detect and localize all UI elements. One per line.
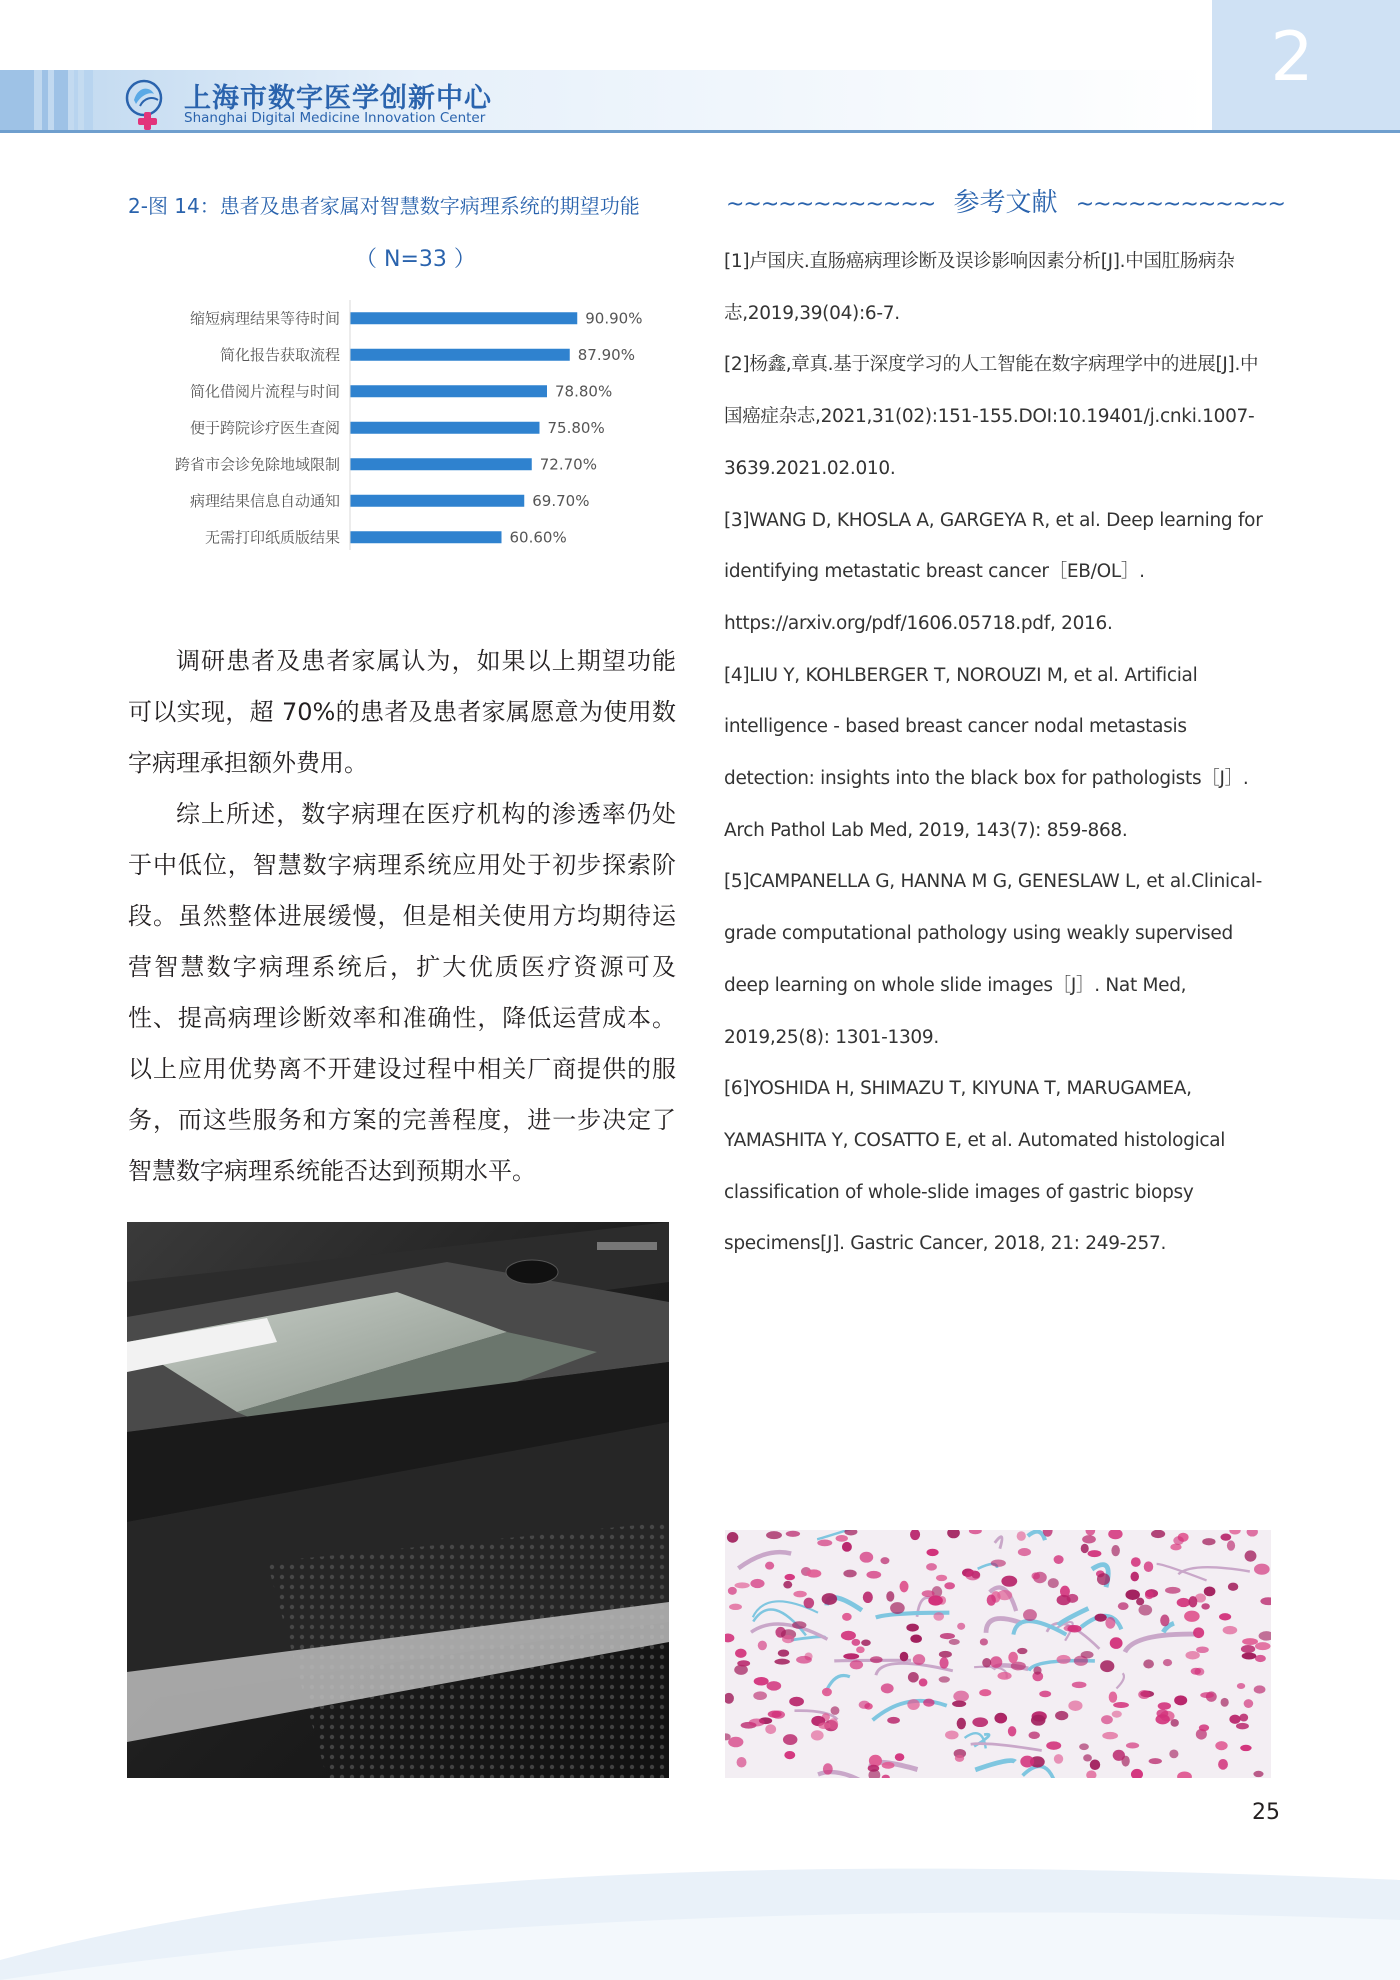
- category-label: 跨省市会诊免除地域限制: [174, 455, 340, 474]
- reference-item: [2]杨鑫,章真.基于深度学习的人工智能在数字病理学中的进展[J].中国癌症杂志,2021,31(02):151-155.DOI:10.19401/j.cnki.1007-3639.2021.02.010.: [724, 354, 1259, 479]
- figure-subtitle: （ N=33 ）: [355, 247, 476, 272]
- slide-scanner-photo: [127, 1222, 669, 1778]
- footer-wave: [0, 1840, 1400, 1980]
- histology-stain-photo: [725, 1530, 1271, 1778]
- header-rule: [0, 130, 1400, 133]
- page-number: 25: [1252, 1800, 1280, 1825]
- category-label: 简化报告获取流程: [219, 345, 340, 364]
- figure-title: 2-图 14：患者及患者家属对智慧数字病理系统的期望功能: [128, 194, 640, 218]
- header-stripe: [84, 70, 93, 130]
- body-text: [128, 636, 676, 1197]
- value-label: 87.90%: [577, 345, 635, 364]
- bar: [350, 385, 547, 397]
- sdmic-logo-icon: [122, 76, 170, 132]
- category-label: 缩短病理结果等待时间: [189, 309, 340, 328]
- bar: [350, 495, 524, 507]
- body-paragraph: 调研患者及患者家属认为，如果以上期望功能可以实现，超 70%的患者及患者家属愿意为使用数字病理承担额外费用。: [128, 647, 676, 777]
- expectation-bar-chart: [160, 290, 680, 550]
- header-stripe: [0, 70, 34, 130]
- category-label: 病理结果信息自动通知: [189, 491, 340, 510]
- value-label: 60.60%: [509, 528, 567, 547]
- reference-list: [724, 236, 1272, 1270]
- bar: [350, 458, 532, 470]
- category-label: 无需打印纸质版结果: [204, 528, 340, 547]
- org-name-cn: 上海市数字医学创新中心: [184, 83, 492, 114]
- references-title: 参考文献: [953, 188, 1058, 218]
- page-header: [0, 0, 1400, 135]
- header-band: [0, 70, 1210, 132]
- value-label: 90.90%: [585, 309, 643, 328]
- value-label: 72.70%: [539, 455, 597, 474]
- bar: [350, 349, 570, 361]
- header-stripe: [42, 70, 48, 130]
- body-paragraph: 综上所述，数字病理在医疗机构的渗透率仍处于中低位，智慧数字病理系统应用处于初步探索阶段。虽然整体进展缓慢，但是相关使用方均期待运营智慧数字病理系统后，扩大优质医疗资源可及性、提高病理诊断效率和准确性，降低运营成本。以上应用优势离不开建设过程中相关厂商提供的服务，而这些服务和方案的完善程度，进一步决定了智慧数字病理系统能否达到预期水平。: [128, 800, 676, 1185]
- category-label: 简化借阅片流程与时间: [189, 382, 340, 401]
- chapter-tab: [1212, 0, 1400, 133]
- bar: [350, 312, 577, 324]
- value-label: 69.70%: [532, 491, 590, 510]
- value-label: 78.80%: [555, 382, 613, 401]
- org-name-en: Shanghai Digital Medicine Innovation Center: [184, 110, 486, 126]
- header-stripe: [54, 70, 68, 130]
- category-label: 便于跨院诊疗医生查阅: [189, 418, 340, 437]
- reference-item: [6]YOSHIDA H, SHIMAZU T, KIYUNA T, MARUGAMEA, YAMASHITA Y, COSATTO E, et al. Automated histological classification of whole-slide images of gastric biopsy specimens[J]. Gastric Cancer, 2018, 21: 249-257.: [724, 1078, 1226, 1255]
- chapter-number: 2: [1270, 18, 1314, 97]
- heading-decoration: ~~~~~~~~~~~~: [1075, 192, 1285, 217]
- bar: [350, 531, 502, 543]
- references-heading: [726, 182, 1285, 219]
- reference-item: [1]卢国庆.直肠癌病理诊断及误诊影响因素分析[J].中国肛肠病杂志,2019,39(04):6-7.: [724, 251, 1235, 324]
- header-stripe: [74, 70, 78, 130]
- reference-item: [3]WANG D, KHOSLA A, GARGEYA R, et al. Deep learning for identifying metastatic breast cancer［EB/OL］. https://arxiv.org/pdf/1606.05718.pdf, 2016.: [724, 509, 1263, 634]
- reference-item: [4]LIU Y, KOHLBERGER T, NOROUZI M, et al. Artificial intelligence - based breast cancer nodal metastasis detection: insights into the black box for pathologists［J］. Arch Pathol Lab Med, 2019, 143(7): 859-868.: [724, 664, 1249, 841]
- reference-item: [5]CAMPANELLA G, HANNA M G, GENESLAW L, et al.Clinical-grade computational pathology using weakly supervised deep learning on whole slide images［J］. Nat Med, 2019,25(8): 1301-1309.: [724, 871, 1262, 1048]
- value-label: 75.80%: [547, 418, 605, 437]
- heading-decoration: ~~~~~~~~~~~~: [726, 192, 936, 217]
- bar: [350, 422, 540, 434]
